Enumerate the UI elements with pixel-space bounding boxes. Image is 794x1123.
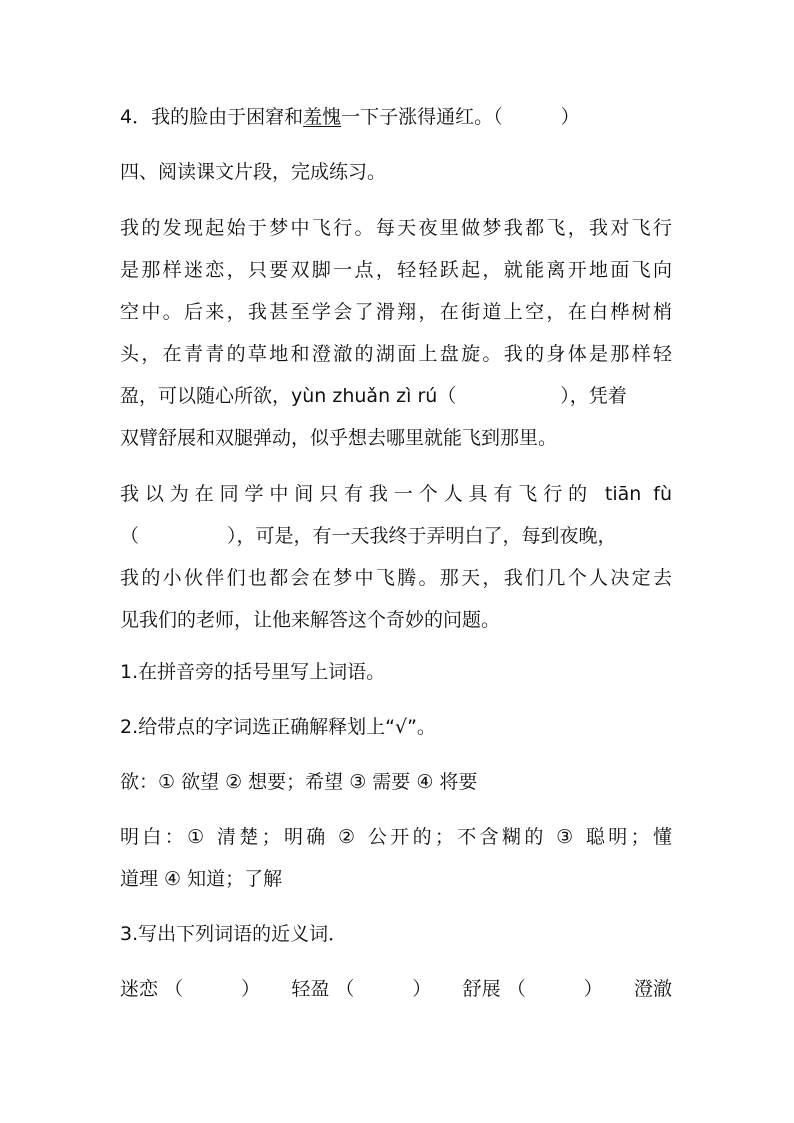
mingbai-options-cont: 道理 ④ 知道；了解	[120, 868, 283, 890]
passage2-line: 我的小伙伴们也都会在梦中飞腾。那天，我们几个人决定去	[120, 567, 672, 589]
passage2-open-paren: （	[120, 525, 140, 547]
passage1-line: 头，在青青的草地和澄澈的湖面上盘旋。我的身体是那样轻	[120, 343, 672, 365]
section-title: 四、阅读课文片段，完成练习。	[120, 161, 387, 183]
passage1-line-pinyin	[120, 384, 672, 408]
passage1-line: 空中。后来，我甚至学会了滑翔，在街道上空，在白桦树梢	[120, 301, 672, 323]
passage2-line: 见我们的老师，让他来解答这个奇妙的问题。	[120, 609, 501, 631]
synonym-item: 舒展 （ ）	[462, 978, 603, 1000]
q4-text-after: 一下子涨得通红。（	[341, 106, 503, 128]
yu-options: 欲：① 欲望 ② 想要；希望 ③ 需要 ④ 将要	[120, 771, 478, 793]
passage2-line-pinyin: 我以为在同学中间只有我一个人具有飞行的 tiān fù	[120, 483, 672, 505]
passage1-line: 我的发现起始于梦中飞行。每天夜里做梦我都飞，我对飞行	[120, 217, 672, 239]
passage1-line5-before: 盈，可以随心所欲，yùn zhuǎn zì rú（	[120, 385, 457, 407]
synonym-item-last: 澄澈	[633, 978, 672, 1000]
synonym-item: 轻盈 （ ）	[291, 978, 432, 1000]
q4-underlined-word: 羞愧	[303, 106, 342, 128]
synonym-item: 迷恋 （ ）	[120, 978, 261, 1000]
passage2-line2-after: ），可是，有一天我终于弄明白了，每到夜晚，	[227, 525, 617, 547]
passage1-line: 双臂舒展和双腿弹动，似乎想去哪里就能飞到那里。	[120, 427, 558, 449]
synonym-row	[120, 977, 672, 1001]
task-3: 3.写出下列词语的近义词．	[120, 923, 348, 945]
q4-close-paren: ）	[560, 106, 580, 128]
task-1: 1.在拼音旁的括号里写上词语。	[120, 661, 386, 683]
task-2: 2.给带点的字词选正确解释划上“√”。	[120, 716, 436, 738]
q4-text-before: 4．我的脸由于困窘和	[120, 106, 304, 128]
question-4	[120, 105, 672, 129]
passage2-line-blank	[120, 524, 672, 548]
mingbai-options: 明白：① 清楚；明确 ② 公开的；不含糊的 ③ 聪明；懂	[120, 826, 672, 848]
passage1-line: 是那样迷恋，只要双脚一点，轻轻跃起，就能离开地面飞向	[120, 259, 672, 281]
passage1-line5-after: ），凭着	[560, 385, 627, 407]
